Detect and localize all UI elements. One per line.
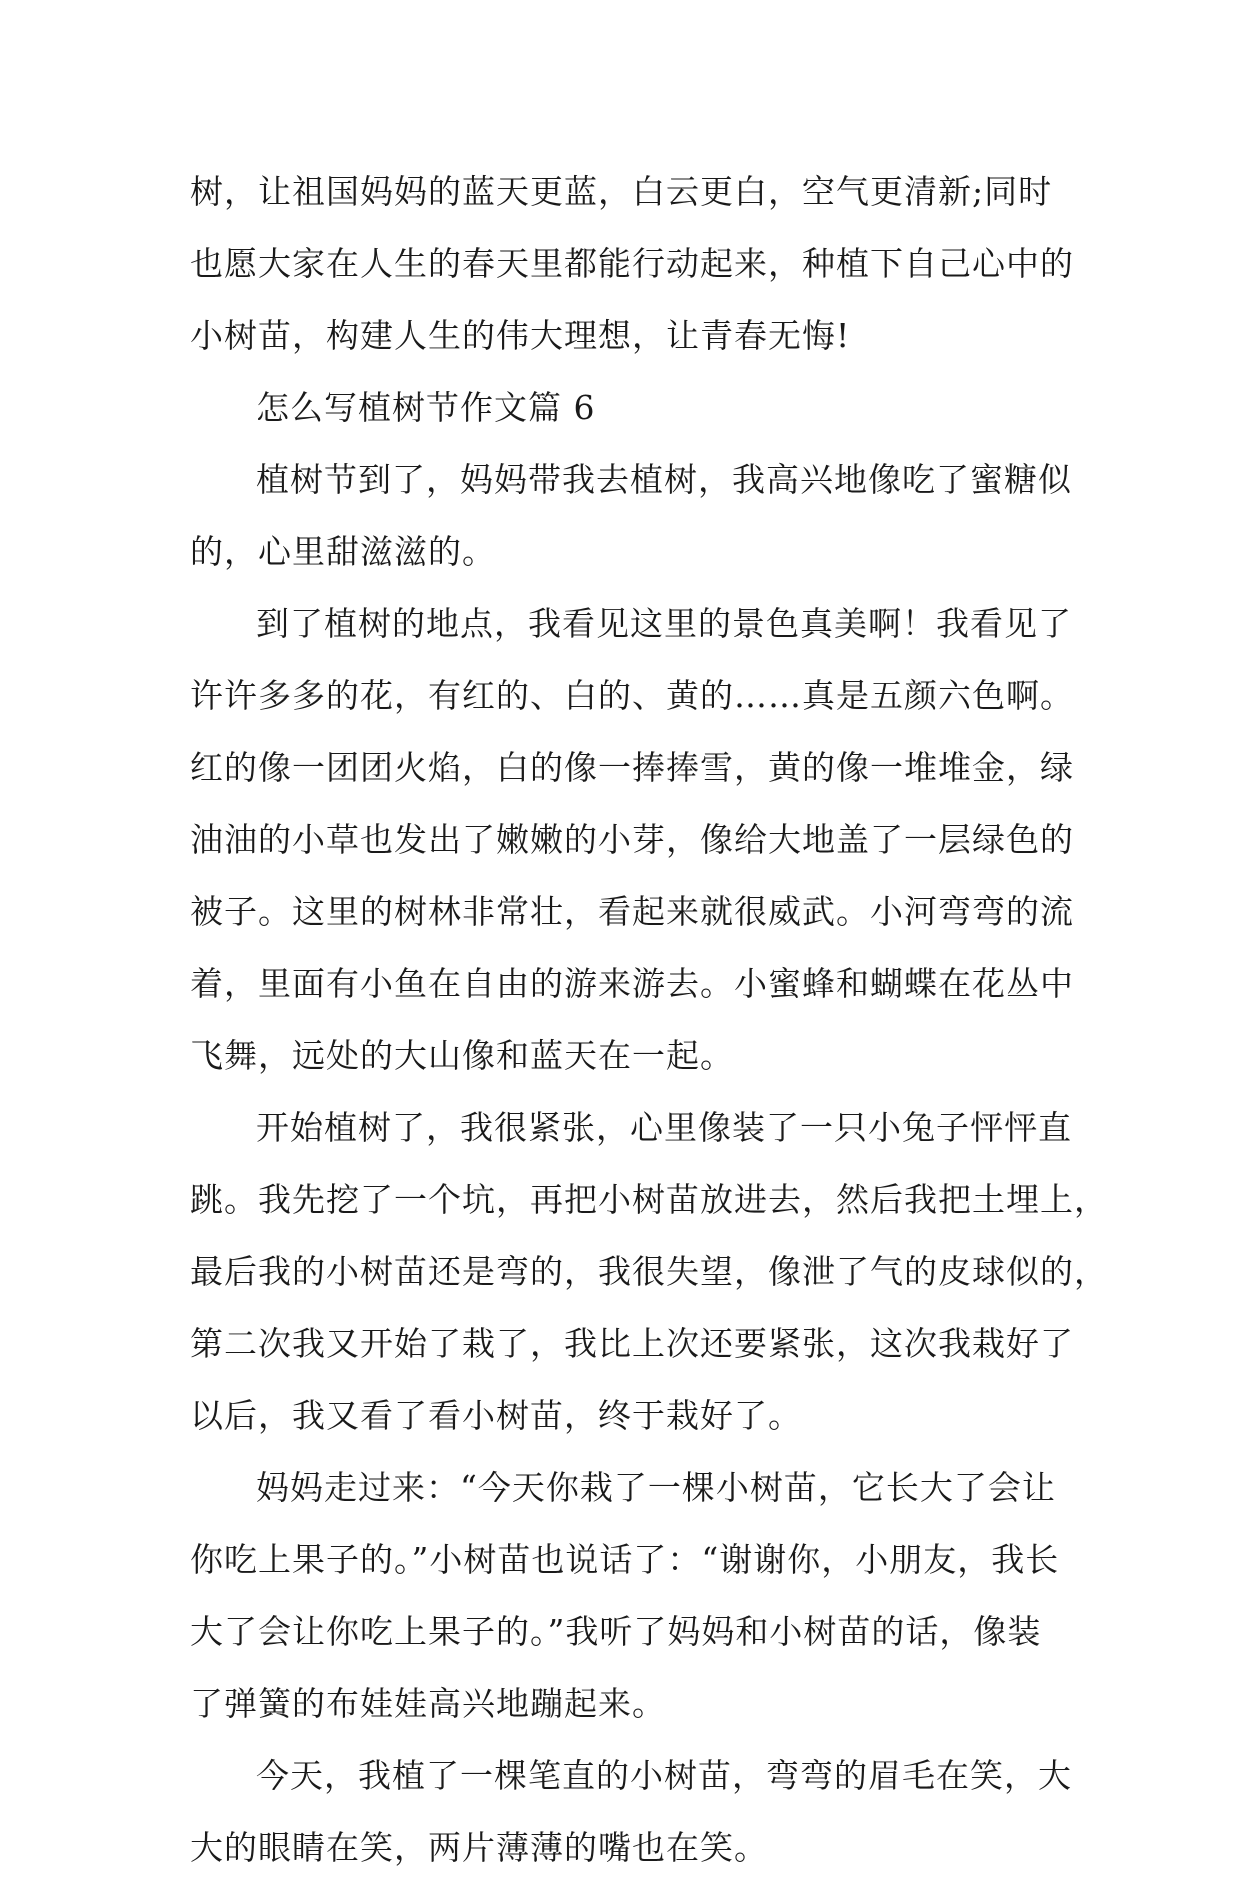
text-line: 今天，我植了一棵笔直的小树苗，弯弯的眉毛在笑，大: [256, 1756, 1072, 1795]
text-line: 大了会让你吃上果子的。”我听了妈妈和小树苗的话，像装: [190, 1612, 1042, 1651]
text-line: 你吃上果子的。”小树苗也说话了：“谢谢你，小朋友，我长: [190, 1540, 1060, 1579]
text-line: 飞舞，远处的大山像和蓝天在一起。: [190, 1036, 734, 1075]
text-line: 最后我的小树苗还是弯的，我很失望，像泄了气的皮球似的，: [190, 1252, 1108, 1291]
essay-body: [190, 156, 1108, 1884]
text-line: 了弹簧的布娃娃高兴地蹦起来。: [190, 1684, 666, 1723]
text-line: 许许多多的花，有红的、白的、黄的……真是五颜六色啊。: [190, 676, 1074, 715]
text-line: 的，心里甜滋滋的。: [190, 532, 496, 571]
text-line: 到了植树的地点，我看见这里的景色真美啊！我看见了: [256, 604, 1072, 643]
text-line: 树，让祖国妈妈的蓝天更蓝，白云更白，空气更清新;同时: [190, 172, 1053, 211]
text-line: 被子。这里的树林非常壮，看起来就很威武。小河弯弯的流: [190, 892, 1074, 931]
text-line: 以后，我又看了看小树苗，终于栽好了。: [190, 1396, 802, 1435]
text-line: 油油的小草也发出了嫩嫩的小芽，像给大地盖了一层绿色的: [190, 820, 1074, 859]
text-line: 植树节到了，妈妈带我去植树，我高兴地像吃了蜜糖似: [256, 460, 1072, 499]
text-line: 红的像一团团火焰，白的像一捧捧雪，黄的像一堆堆金，绿: [190, 748, 1074, 787]
text-line: 小树苗，构建人生的伟大理想，让青春无悔!: [190, 316, 851, 355]
text-line: 着，里面有小鱼在自由的游来游去。小蜜蜂和蝴蝶在花丛中: [190, 964, 1074, 1003]
text-line: 妈妈走过来：“今天你栽了一棵小树苗，它长大了会让: [256, 1468, 1056, 1507]
section-heading: 怎么写植树节作文篇 6: [256, 388, 596, 427]
text-line: 跳。我先挖了一个坑，再把小树苗放进去，然后我把土埋上，: [190, 1180, 1108, 1219]
text-line: 第二次我又开始了栽了，我比上次还要紧张，这次我栽好了: [190, 1324, 1074, 1363]
text-line: 也愿大家在人生的春天里都能行动起来，种植下自己心中的: [190, 244, 1074, 283]
text-line: 开始植树了，我很紧张，心里像装了一只小兔子怦怦直: [256, 1108, 1072, 1147]
text-line: 大的眼睛在笑，两片薄薄的嘴也在笑。: [190, 1828, 768, 1867]
